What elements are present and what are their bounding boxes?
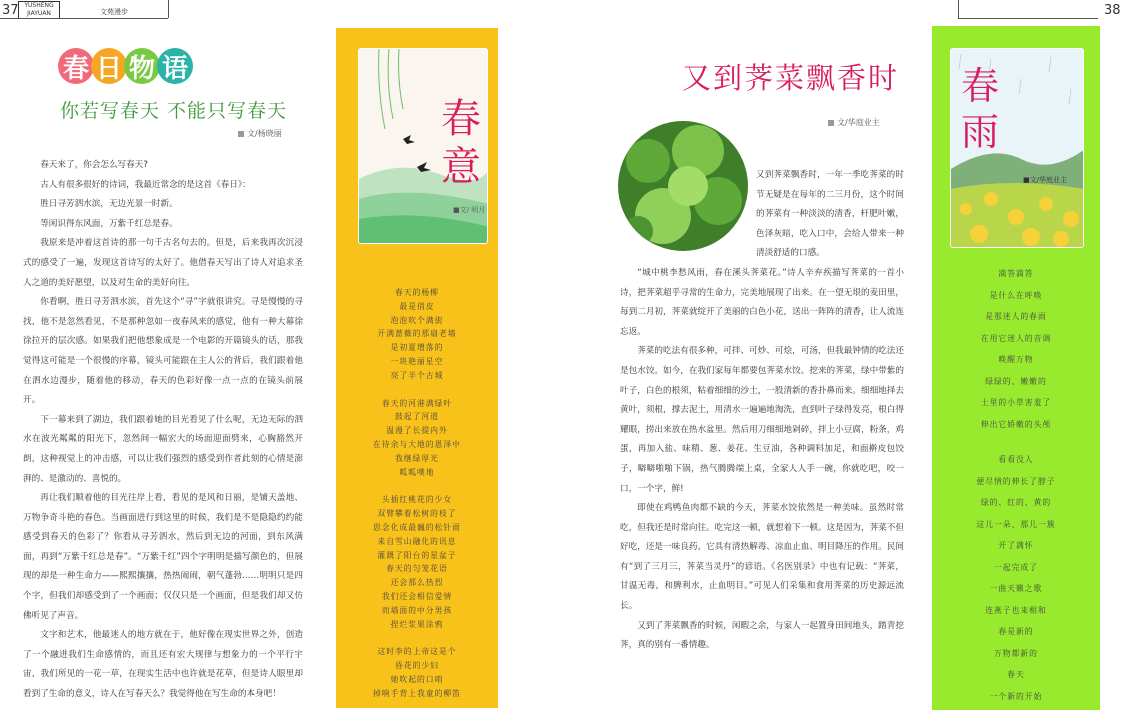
poem-line: 一起完成了 [994, 562, 1038, 572]
paragraph: 你看啊，胜日寻芳泗水滨，首先这个“寻”字就很讲究。寻是慢慢的寻找，他不是忽然看见，不是那种忽如一夜春风来的感觉，他有一种大幕徐徐拉开的层次感。如果我们把他想象成是一个电影的开篇镜头的话，那我觉得这可能是一个很慢的序幕，镜头可能跟在主人公的背后，我们跟着他在泗水边漫步，随着他的移动，春天的色彩好像一点一点的在镜头前展开。 [23, 297, 303, 406]
poem-line: 伸出它娇嫩的头颅 [980, 419, 1052, 429]
title-char: 语 [157, 48, 193, 84]
poem-line: 春天的匀笼花语 [386, 564, 448, 574]
poem-line: 泡泡吹个满街 [390, 315, 444, 325]
paragraph-wrapped: 又到荠菜飘香时，一年一季吃荠菜的时节无疑是在每年的二三月份，这个时间的荠菜有一种淡淡的清香，杆肥叶嫩，色泽灰暗，吃入口中，会给人带来一种清淡舒适的口感。 [756, 170, 904, 259]
poem-line: 捏烂浆果涂鸦 [390, 619, 444, 629]
green-poem-strip [932, 26, 1100, 710]
poem-line: 春天 [1007, 670, 1025, 679]
poem-line: 一曲天籁之歌 [989, 584, 1043, 593]
poem-line: 亮了半个古城 [390, 370, 444, 380]
poem-line: 灌溉了阳台的星盆子 [377, 550, 457, 560]
paragraph: 又到了荠菜飘香的时候，闲暇之余，与家人一起置身田间地头，踏青挖荠，真的别有一番情趣。 [620, 620, 904, 651]
poem-line: 思念化成最巍的松针雨 [373, 522, 461, 532]
logo-text-top: YUSHENG [24, 2, 54, 9]
byline-text: 文/华庭业主 [837, 118, 880, 127]
title-char: 日 [91, 48, 127, 84]
poem-stanza [336, 493, 498, 631]
poem-line: 便尽情的伸长了脖子 [976, 476, 1056, 486]
poem-line: 看看没人 [998, 455, 1034, 464]
image-byline: ■文/华庭业主 [1023, 176, 1067, 184]
left-article-subtitle: 你若写春天 不能只写春天 [60, 100, 288, 122]
poem-line: 她吹起的口哨 [390, 674, 444, 684]
poem-green [932, 263, 1100, 710]
poem-stanza [336, 645, 498, 700]
poem-line: 温漫了长提内外 [386, 426, 448, 436]
poem-line: 头插红桃花的少女 [381, 495, 453, 505]
logo-text-bottom: JIAYUAN [27, 10, 51, 17]
paragraph: 春天来了，你会怎么写春天? [40, 160, 148, 170]
poem-line: 掉响手背上我童的柳笛 [373, 688, 461, 698]
poem-line: 在待余与大地的恩泽中 [373, 439, 461, 449]
poem-line: 唤醒万物 [998, 355, 1034, 364]
header-rule-left [0, 18, 168, 19]
header-divider [958, 0, 959, 18]
paragraph: 文字和艺术，他最迷人的地方就在于，他好像在现实世界之外，创造了一个融进我们生命感情的，而且还有宏大规律与想象力的一个平行宇宙，我们所见的一花一草，在现实生活中也许就是花草，但是诗人眼里却看到了生命的意义，诗人在写春天么？我觉得他在写生命的本身吧！ [23, 630, 303, 700]
poem-line: 是什么在呼唤 [989, 290, 1043, 300]
paragraph: 等闲识得东风面，万紫千红总是春。 [40, 218, 178, 229]
paragraph: 下一幕来到了湖边，我们跟着她的目光看见了什么呢，无边无际的泗水在波光粼粼的阳光下，忽然间一幅宏大的场面迎面劈来，心胸豁然开朗，这种视觉上的冲击感，可以让我们强烈的感受到作者此刻的心情是澎湃的、是激动的、喜悦的。 [23, 414, 303, 484]
poem-line: 还会那么热烈 [390, 578, 444, 588]
poem-line: 我们还会相信爱情 [381, 591, 453, 601]
image-title: 春雨 [961, 64, 1000, 154]
paragraph: 再让我们顺着他的目光往岸上看，看见的是风和日丽，是铺天盖地、万物争奇斗艳的春色。当画面进行到这里的时候，我们是不是隐隐约约能感受到春天的色彩了？你看从寻芳泗水，然后到无边的河面，到东风满面，再到“万紫千红总是春”。“万紫千红”四个字明明是描写颜色的，但展现的却是一种生命力——熙熙攘攘，热热闹闹，朝气蓬勃……明明只是四个字，但我们却感受到了一个画面；仅仅只是一个画面，但是我们却又仿佛听见了声音。 [23, 493, 303, 621]
poem-line: 一块艳丽星空 [390, 356, 444, 366]
byline-text: 文/杨晓丽 [247, 129, 282, 138]
paragraph: 古人有很多很好的诗词，我最近常念的是这首《春日》： [40, 179, 251, 190]
paragraph: “城中桃李愁风雨，春在溪头荠菜花。”诗人辛弃疾描写荠菜的一首小诗，把荠菜超乎寻常的生命力，完美地展现了出来。在一望无垠的麦田里，每到二月初，荠菜就绽开了美丽的白色小花，送出一阵阵的清香，让人流连忘返。 [620, 267, 904, 337]
left-article-body [23, 156, 303, 705]
poem-line: 昏花的少妇 [395, 661, 439, 671]
header-divider [168, 0, 169, 18]
poem-line: 土里的小草害羞了 [980, 398, 1052, 407]
poem-stanza [932, 263, 1100, 435]
right-article-byline [828, 117, 880, 128]
right-article-title: 又到荠菜飘香时 [682, 61, 900, 95]
poem-line: 连燕子也来相和 [985, 605, 1047, 615]
section-name: 文苑漫步 [100, 8, 128, 16]
paragraph: 荠菜的吃法有很多种，可拌、可炒、可烩，可汤，但我最钟情的吃法还是包水饺。如今，在我们家每年都要包荠菜水饺。挖来的荠菜，绿中带紫的叶子，白色的根须，粘着细细的沙土，一股清新的香扑鼻而来。细细地择去黄叶，须根，撑去泥土，用清水一遍遍地淘洗，直到叶子绿得发亮，根白得耀眼，捞出来放在热水盆里。然后用刀细细地剁碎，拌上小豆腐，粉条，鸡蛋，再加入盐、味精、葱、姜花、生豆油，各种调料加足，和面擀皮包饺子，噼噼啪啪下锅，热气腾腾端上桌，全家人人手一碗，你就吃吧，咬一口，一个字，鲜! [620, 346, 904, 494]
page-number-right: 38 [1104, 3, 1121, 18]
poem-line: 是那迷人的春雨 [985, 312, 1047, 321]
poem-line: 绿绿的、嫩嫩的 [985, 376, 1047, 386]
poem-line: 春天的河港满绿叶 [381, 398, 453, 408]
poem-line: 呱呱噗地 [399, 467, 435, 477]
image-byline-text: 文/华庭业主 [1029, 176, 1067, 184]
rain-illustration [950, 48, 1084, 248]
page-number-left: 37 [2, 3, 19, 18]
poem-yellow [336, 286, 498, 710]
poem-line: 来自雪山融化的讯息 [377, 536, 457, 546]
poem-line: 开满蔷薇的那扇老墙 [377, 329, 457, 339]
poem-line: 滴答滴答 [998, 269, 1034, 278]
paragraph: 即使在鸡鸭鱼肉都不缺的今天，荠菜水饺依然是一种美味。虽然时常吃，但我还是时常向往。吃完这一顿，就想着下一顿。这是因为，荠菜不但好吃，还是一味良药。它具有清热解毒、凉血止血、明目降压的作用。民间有“到了三月三，荠菜当灵丹”的谚语。《名医别录》中也有记载：“荠菜，甘温无毒，和脾利水，止血明目。”可见人们采集和食用荠菜的历史源远流长。 [620, 503, 904, 612]
left-article-byline [238, 128, 282, 139]
poem-line: 最是俏皮 [399, 301, 435, 311]
right-article-body [620, 166, 904, 656]
paragraph: 我原来是冲着这首诗的那一句千古名句去的。但是，后来我再次沉浸式的感受了一遍，发现这首诗写的太好了。他借春天写出了诗人对追求圣人之道的美好愿望，以及对生命的美好向往。 [23, 238, 303, 288]
spring-illustration [358, 48, 488, 244]
title-char: 物 [124, 48, 160, 84]
poem-line: 在用它迷人的音调 [980, 333, 1052, 343]
poem-line: 这时李的上帝这是个 [377, 647, 457, 657]
poem-line: 万物都新的 [994, 648, 1038, 658]
poem-line: 春天的杨柳 [395, 288, 439, 297]
poem-line: 绿的、红的、黄的 [980, 498, 1052, 507]
poem-line: 双臂攀着松树的枝了 [377, 509, 457, 519]
title-char: 春 [58, 48, 94, 84]
poem-line: 我继绿厚光 [395, 453, 439, 463]
poem-line: 一个新的开始 [989, 691, 1043, 701]
paragraph: 胜日寻芳泗水滨，无边光景一时新。 [40, 199, 178, 210]
poem-line: 这儿一朵、那儿一簇 [976, 519, 1056, 529]
poem-line: 鼓起了河道 [395, 412, 439, 422]
poem-stanza [932, 449, 1100, 707]
image-byline-text: 文/ 明月 [459, 206, 486, 214]
poem-line: 而墙面的中分男孩 [381, 605, 453, 615]
left-article-title [58, 48, 190, 84]
yellow-poem-strip [336, 28, 498, 708]
poem-stanza [336, 286, 498, 383]
header-rule-right [958, 18, 1098, 19]
image-byline: ■文/ 明月 [453, 206, 486, 214]
magazine-logo [18, 1, 60, 19]
poem-line: 春是新的 [998, 627, 1034, 636]
image-title: 春意 [441, 96, 481, 190]
poem-line: 开了满怀 [998, 541, 1034, 550]
poem-line: 是初夏增落的 [390, 343, 444, 353]
poem-stanza [336, 397, 498, 480]
